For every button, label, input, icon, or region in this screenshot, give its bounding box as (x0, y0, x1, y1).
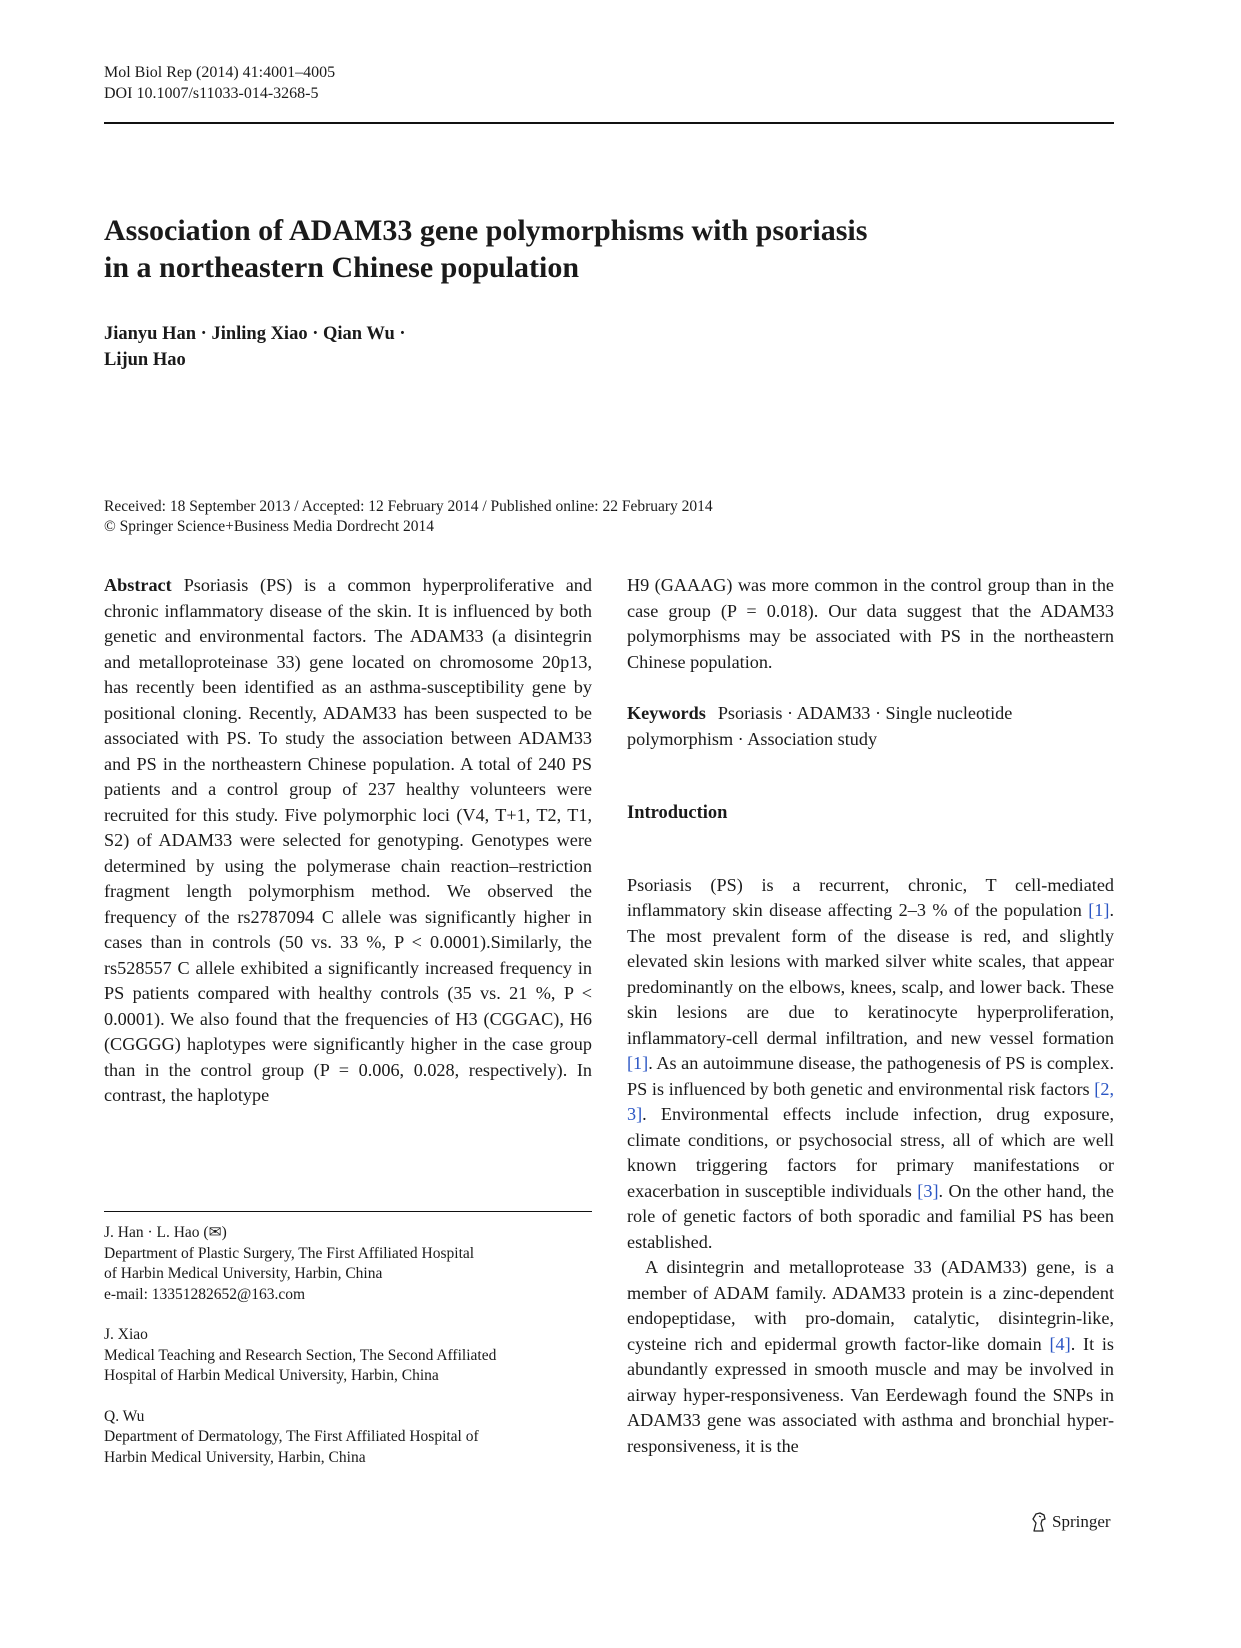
affiliation-line: Department of Plastic Surgery, The First Affiliated Hospital (104, 1244, 475, 1262)
affiliation-names: J. Han · L. Hao (✉) (104, 1224, 227, 1241)
article-title (104, 212, 1064, 286)
intro-text: . It is abundantly expressed in smooth muscle and may be involved in airway hyper-responsiveness. Van Eerdewagh found the SNPs in ADAM33 gene was associated with asthma and bronchial hyper-responsiveness, it is the (627, 1333, 1114, 1456)
affiliations (104, 1223, 592, 1488)
intro-paragraph-2 (627, 1255, 1114, 1459)
intro-paragraph-1 (627, 873, 1114, 1256)
section-heading-introduction: Introduction (627, 803, 728, 823)
intro-text: . Environmental effects include infection, drug exposure, climate conditions, or psychosocial stress, all of which are well known triggering factors for primary manifestations or exacerbation in susceptible individuals (627, 1104, 1114, 1201)
intro-text: Psoriasis (PS) is a recurrent, chronic, T cell-mediated inflammatory skin disease affecting 2–3 % of the population (627, 874, 1114, 920)
citation-link[interactable]: [1] (1088, 900, 1110, 920)
intro-text: A disintegrin and metalloprotease 33 (ADAM33) gene, is a member of ADAM family. ADAM33 protein is a zinc-dependent endopeptidase, with pro-domain, catalytic, disintegrin-like, cysteine rich and epidermal growth factor-like domain (627, 1257, 1114, 1354)
keywords (627, 701, 1114, 752)
intro-text: . The most prevalent form of the disease is red, and slightly elevated skin lesions with marked silver white scales, that appear predominantly on the elbows, knees, scalp, and lower back. These skin lesions are due to keratinocyte hyperproliferation, inflammatory-cell dermal infiltration, and new vessel formation (627, 900, 1114, 1048)
author-list (104, 321, 406, 373)
affiliation-xiao (104, 1325, 592, 1387)
intro-text: . As an autoimmune disease, the pathogenesis of PS is complex. PS is influenced by both genetic and environmental risk factors (627, 1053, 1114, 1099)
affiliation-line: Harbin Medical University, Harbin, China (104, 1448, 366, 1466)
publisher-logo (1030, 1510, 1111, 1534)
authors-line-1: Jianyu Han · Jinling Xiao · Qian Wu · (104, 324, 406, 344)
affiliation-names: Q. Wu (104, 1407, 145, 1425)
journal-citation: Mol Biol Rep (2014) 41:4001–4005 (104, 64, 336, 81)
publisher-name: Springer (1052, 1512, 1111, 1531)
affiliation-email[interactable]: e-mail: 13351282652@163.com (104, 1285, 306, 1303)
publication-dates (104, 497, 713, 537)
citation-link[interactable]: [4] (1049, 1333, 1071, 1354)
citation-link[interactable]: [1] (627, 1053, 649, 1073)
doi[interactable]: DOI 10.1007/s11033-014-3268-5 (104, 85, 319, 102)
affiliation-han-hao (104, 1223, 592, 1305)
affiliation-line: Medical Teaching and Research Section, The Second Affiliated (104, 1346, 497, 1364)
keywords-label: Keywords (627, 703, 706, 723)
affiliation-line: of Harbin Medical University, Harbin, China (104, 1265, 383, 1282)
left-column (104, 573, 592, 1109)
right-column (627, 573, 1114, 1459)
journal-header (104, 62, 335, 104)
affiliation-wu (104, 1407, 592, 1469)
copyright-line: © Springer Science+Business Media Dordrecht 2014 (104, 518, 435, 535)
abstract (104, 573, 592, 1109)
intro-text: . On the other hand, the role of genetic factors of both sporadic and familial PS has been established. (627, 1180, 1114, 1252)
affiliation-line: Department of Dermatology, The First Affiliated Hospital of (104, 1428, 479, 1445)
springer-horse-icon (1030, 1511, 1048, 1533)
header-rule (104, 122, 1114, 124)
authors-line-2: Lijun Hao (104, 350, 186, 370)
abstract-label: Abstract (104, 575, 172, 595)
affiliation-line: Hospital of Harbin Medical University, Harbin, China (104, 1367, 439, 1384)
citation-link[interactable]: [2, 3] (627, 1078, 1114, 1124)
footnote-rule (104, 1211, 592, 1212)
citation-link[interactable]: [3] (917, 1180, 939, 1201)
dates-line: Received: 18 September 2013 / Accepted: 12 February 2014 / Published online: 22 February 2014 (104, 498, 713, 515)
title-line-1: Association of ADAM33 gene polymorphisms with psoriasis (104, 214, 868, 247)
abstract-text: Psoriasis (PS) is a common hyperproliferative and chronic inflammatory disease of the skin. It is influenced by both genetic and environmental factors. The ADAM33 (a disintegrin and metalloproteinase 33) gene located on chromosome 20p13, has recently been identified as an asthma-susceptibility gene by positional cloning. Recently, ADAM33 has been suspected to be associated with PS. To study the association between ADAM33 and PS in the northeastern Chinese population. A total of 240 PS patients and a control group of 237 healthy volunteers were recruited for this study. Five polymorphic loci (V4, T+1, T2, T1, S2) of ADAM33 were selected for genotyping. Genotypes were determined by using the polymerase chain reaction–restriction fragment length polymorphism method. We observed the frequency of the rs2787094 C allele was significantly higher in cases than in controls (50 vs. 33 %, P < 0.0001).Similarly, the rs528557 C allele exhibited a significantly increased frequency in PS patients compared with healthy controls (35 vs. 21 %, P < 0.0001). We also found that the frequencies of H3 (CGGAC), H6 (CGGGG) haplotypes were significantly higher in the case group than in the control group (P = 0.006, 0.028, respectively). In contrast, the haplotype (104, 575, 592, 1105)
abstract-continued: H9 (GAAAG) was more common in the control group than in the case group (P = 0.018). Our data suggest that the ADAM33 polymorphisms may be associated with PS in the northeastern Chinese population. (627, 575, 1114, 672)
affiliation-names: J. Xiao (104, 1326, 148, 1343)
title-line-2: in a northeastern Chinese population (104, 251, 580, 284)
keywords-text: Psoriasis · ADAM33 · Single nucleotide polymorphism · Association study (627, 703, 1013, 749)
